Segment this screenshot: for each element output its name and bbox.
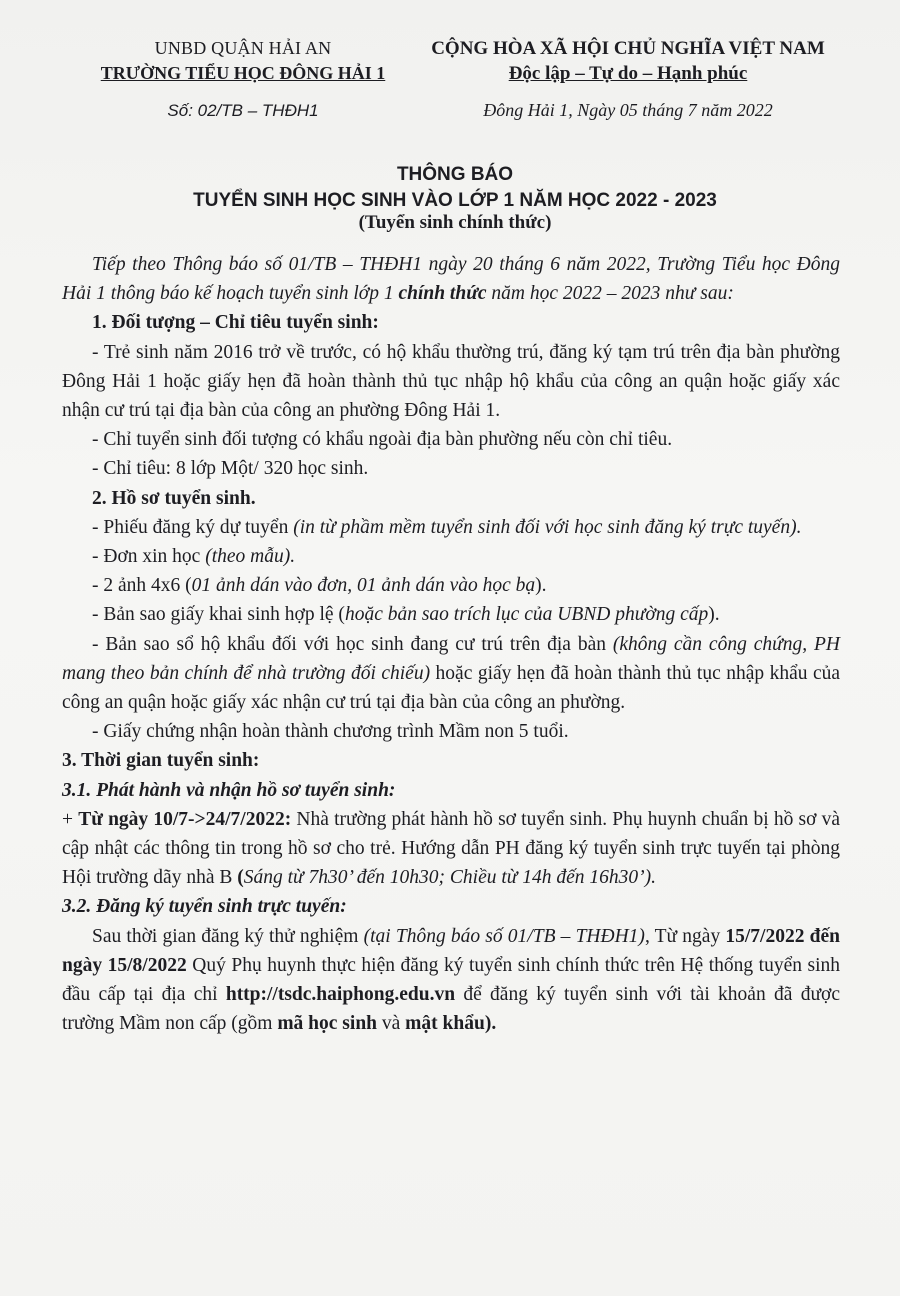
title-line-2: TUYỂN SINH HỌC SINH VÀO LỚP 1 NĂM HỌC 2022 - 2023 — [193, 190, 717, 211]
intro-bold: chính thức — [398, 283, 487, 305]
text-span: hoặc giấy hẹn đã hoàn thành thủ tục nhập khẩu của công an quận hoặc giấy xác nhận cư trú tại địa bàn của công an phường. — [62, 662, 841, 714]
intro-text-2: năm học 2022 – 2023 như sau: — [486, 283, 734, 305]
section-3-2-paragraph — [62, 922, 840, 1039]
text-span: - Bản sao sổ hộ khẩu đối với học sinh đang cư trú trên địa bàn — [92, 633, 613, 655]
issuer-school: TRƯỜNG TIỂU HỌC ĐÔNG HẢI 1 — [100, 63, 386, 83]
text-span: hoặc bản sao trích lục của UBND phường cấp — [344, 604, 709, 626]
text-span: ( — [237, 867, 244, 889]
text-span: - Bản sao giấy khai sinh hợp lệ ( — [92, 604, 345, 626]
section-2-item-6: - Giấy chứng nhận hoàn thành chương trình Mầm non 5 tuổi. — [92, 721, 569, 743]
republic-name: CỘNG HÒA XÃ HỘI CHỦ NGHĨA VIỆT NAM — [431, 38, 825, 59]
section-2-heading: 2. Hồ sơ tuyển sinh. — [92, 487, 256, 509]
text-span: (không cần công chứng, PH mang theo bản chính để nhà trường đối chiếu) — [62, 633, 840, 684]
text-span: mật khẩu). — [405, 1013, 497, 1035]
document-body — [62, 250, 840, 1038]
document-subtitle: (Tuyển sinh chính thức) — [358, 212, 552, 233]
issuer-org: UNBD QUẬN HẢI AN — [154, 38, 332, 58]
intro-text-1: Tiếp theo Thông báo số 01/TB – THĐH1 ngày 20 tháng 6 năm 2022, Trường Tiểu học Đông Hải 1 thông báo kế hoạch tuyển sinh lớp 1 — [62, 254, 840, 305]
text-span: - Phiếu đăng ký dự tuyển — [92, 516, 294, 538]
text-span: để đăng ký tuyển sinh với tài khoản đã được trường Mầm non cấp (gồm — [62, 984, 840, 1035]
text-span: 01 ảnh dán vào đơn, 01 ảnh dán vào học bạ — [191, 575, 536, 597]
section-1-item-1: - Trẻ sinh năm 2016 trở về trước, có hộ khẩu thường trú, đăng ký tạm trú trên địa bàn phường Đông Hải 1 hoặc giấy hẹn đã hoàn thành thủ tục nhập hộ khẩu của công an quận hoặc giấy xác nhận cư trú tại địa bàn của công an phường Đông Hải 1. — [62, 341, 840, 422]
document-number: Số: 02/TB – THĐH1 — [167, 101, 319, 120]
text-span: + — [62, 808, 79, 830]
text-span: (theo mẫu). — [205, 546, 296, 568]
section-2-item-5 — [62, 630, 840, 718]
section-2-item-1 — [62, 513, 840, 542]
place-date: Đông Hải 1, Ngày 05 tháng 7 năm 2022 — [483, 100, 773, 120]
text-span: - Đơn xin học — [92, 546, 206, 568]
national-heading — [408, 36, 848, 86]
text-span: mã học sinh — [277, 1013, 378, 1035]
text-span: - 2 ảnh 4x6 ( — [92, 575, 192, 597]
national-motto: Độc lập – Tự do – Hạnh phúc — [508, 63, 748, 84]
section-2-item-3 — [62, 571, 840, 600]
text-span: Từ ngày 10/7->24/7/2022: — [78, 808, 292, 830]
text-span: Quý Phụ huynh thực hiện đăng ký tuyển sinh chính thức trên Hệ thống tuyển sinh đầu cấp tại địa chỉ — [62, 954, 841, 1006]
text-span: Nhà trường phát hành hồ sơ tuyển sinh. Phụ huynh chuẩn bị hồ sơ và cập nhật các thông tin trong hồ sơ cho trẻ. Hướng dẫn PH đăng ký tuyển sinh trực tuyến tại phòng Hội trường dãy nhà B — [62, 808, 840, 889]
document-title — [60, 162, 850, 214]
website-url: http://tsdc.haiphong.edu.vn — [225, 984, 456, 1006]
text-span: (tại Thông báo số 01/TB – THĐH1) — [363, 925, 645, 947]
text-span: và — [377, 1013, 406, 1035]
text-span: ). — [708, 604, 720, 626]
section-2-item-4 — [62, 600, 840, 629]
intro-paragraph — [62, 250, 840, 308]
text-span: 15/7/2022 đến ngày 15/8/2022 — [62, 925, 840, 976]
text-span: , Từ ngày — [644, 925, 726, 947]
text-span: (in từ phầm mềm tuyển sinh đối với học sinh đăng ký trực tuyến). — [293, 516, 802, 538]
issuer-block — [78, 36, 408, 86]
section-1-heading: 1. Đối tượng – Chỉ tiêu tuyển sinh: — [92, 312, 379, 334]
title-line-1: THÔNG BÁO — [396, 164, 514, 185]
section-3-heading: 3. Thời gian tuyển sinh: — [62, 750, 260, 772]
text-span: ). — [535, 575, 547, 597]
section-1-item-3: - Chỉ tiêu: 8 lớp Một/ 320 học sinh. — [92, 458, 369, 480]
section-3-1-paragraph — [62, 805, 840, 893]
text-span: Sáng từ 7h30’ đến 10h30; Chiều từ 14h đến 16h30’). — [243, 867, 657, 889]
section-2-item-2 — [62, 542, 840, 571]
section-3-2-heading: 3.2. Đăng ký tuyển sinh trực tuyến: — [62, 896, 347, 918]
text-span: Sau thời gian đăng ký thử nghiệm — [92, 925, 364, 947]
section-3-1-heading: 3.1. Phát hành và nhận hồ sơ tuyển sinh: — [62, 779, 396, 801]
section-1-item-2: - Chỉ tuyển sinh đối tượng có khẩu ngoài địa bàn phường nếu còn chỉ tiêu. — [92, 429, 673, 451]
